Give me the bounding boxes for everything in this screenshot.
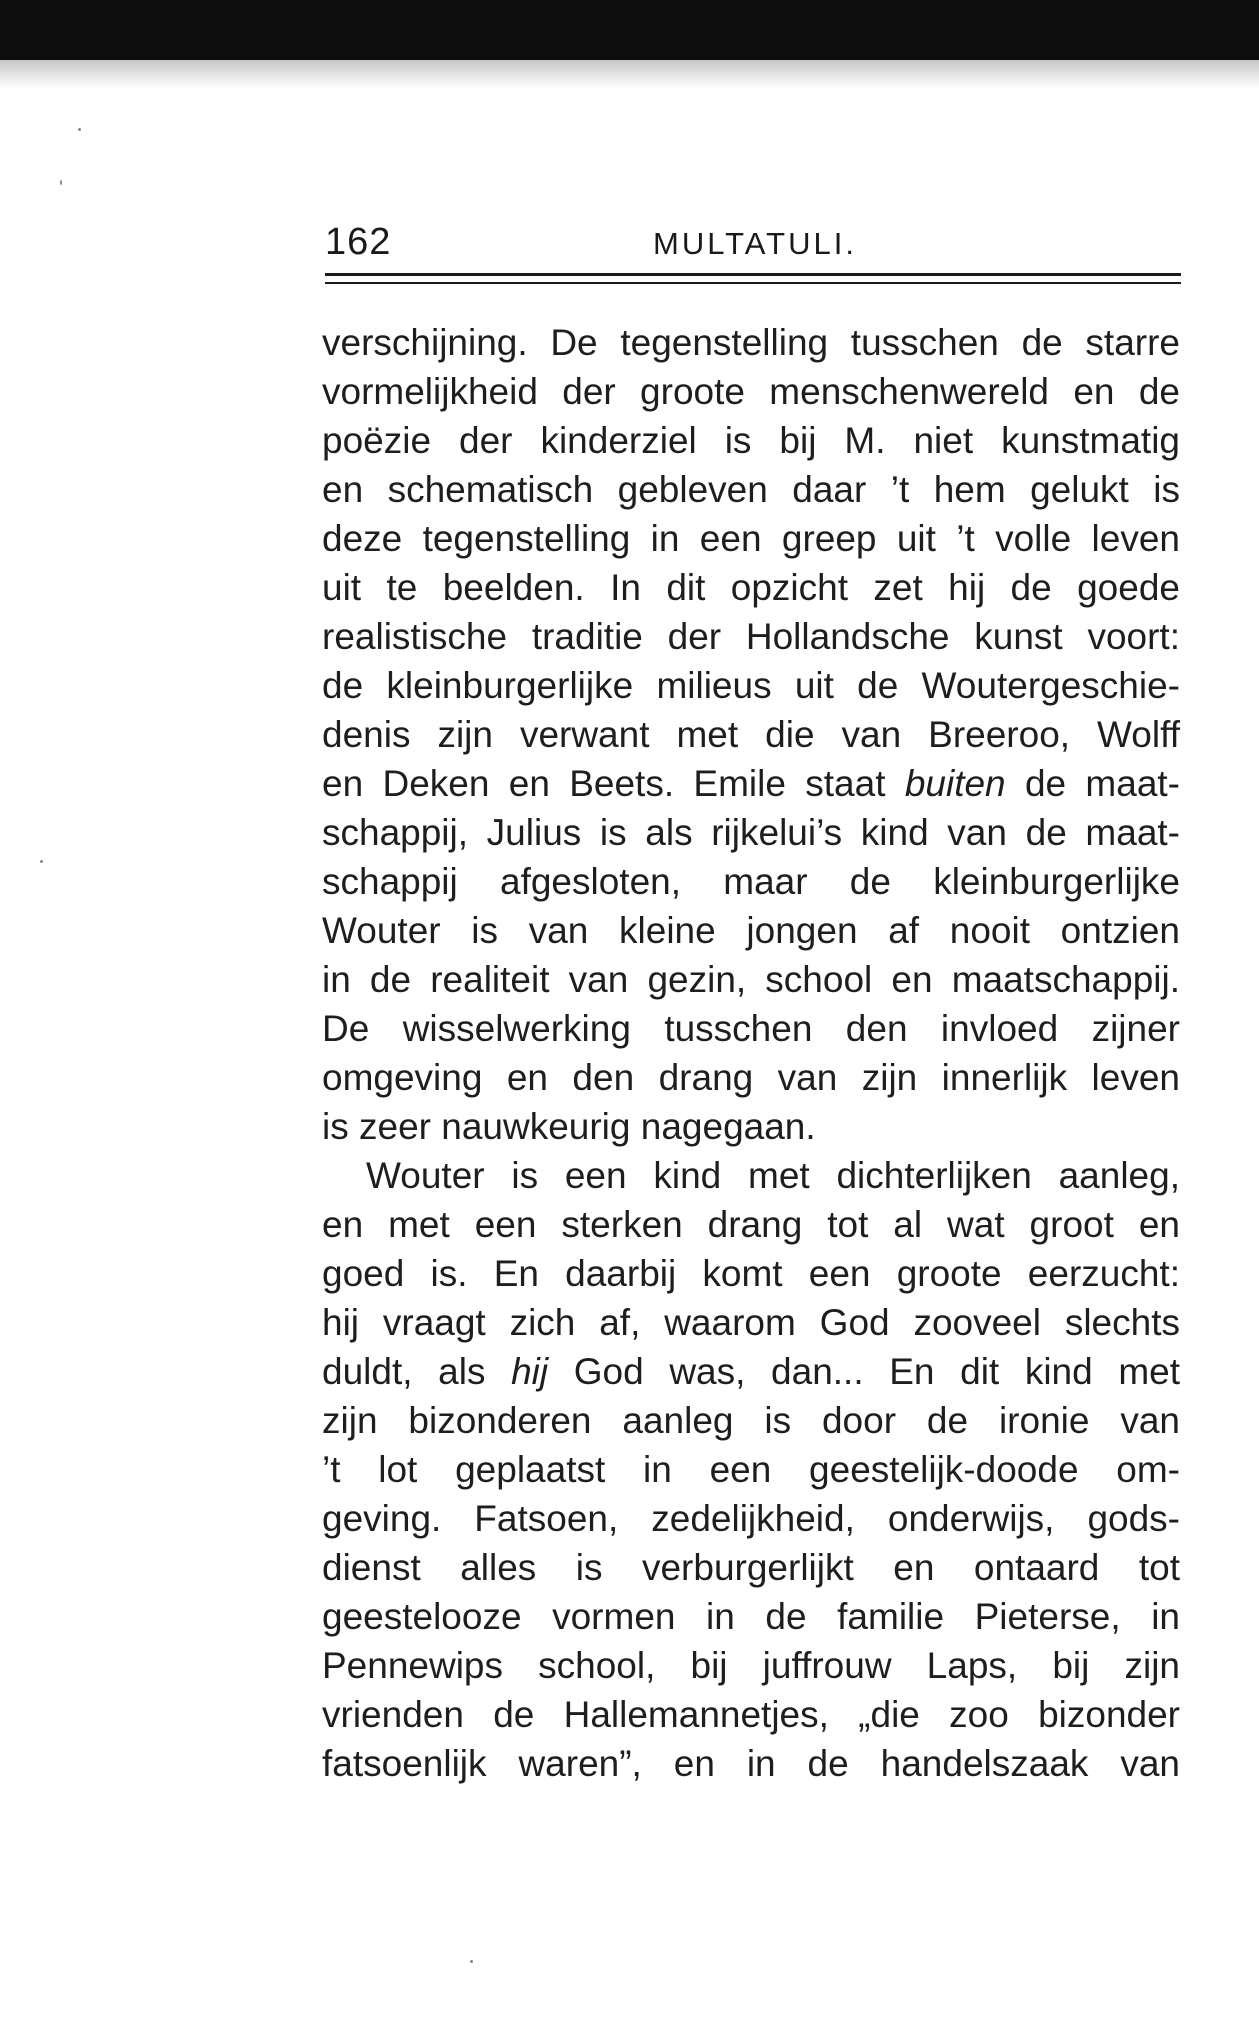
- text-line: deze tegenstelling in een greep uit ’t volle leven: [322, 518, 1180, 559]
- text-line: realistische traditie der Hollandsche kunst voort:: [322, 616, 1180, 657]
- scan-speck: [40, 860, 43, 863]
- text-line: denis zijn verwant met die van Breeroo, Wolff: [322, 714, 1180, 755]
- header-rule-top: [325, 273, 1181, 276]
- scan-shadow: [0, 60, 1259, 88]
- scan-speck: [78, 128, 81, 131]
- text-line: Wouter is van kleine jongen af nooit ontzien: [322, 910, 1180, 951]
- text-line: fatsoenlijk waren”, en in de handelszaak van: [322, 1743, 1180, 1784]
- text-line: Wouter is een kind met dichterlijken aanleg,: [366, 1155, 1180, 1196]
- text-line: vormelijkheid der groote menschenwereld en de: [322, 371, 1180, 412]
- text-line: in de realiteit van gezin, school en maatschappij.: [322, 959, 1180, 1000]
- text-line: geestelooze vormen in de familie Pieterse, in: [322, 1596, 1180, 1637]
- text-line: hij vraagt zich af, waarom God zooveel slechts: [322, 1302, 1180, 1343]
- body-text: [322, 318, 1180, 1788]
- text-line: vrienden de Hallemannetjes, „die zoo bizonder: [322, 1694, 1180, 1735]
- scan-speck: [60, 180, 62, 185]
- header-rule-bottom: [325, 282, 1181, 284]
- running-head: MULTATULI.: [653, 226, 857, 261]
- text-segment: de maat-: [1024, 763, 1181, 804]
- text-line: de kleinburgerlijke milieus uit de Woutergeschie-: [322, 665, 1180, 706]
- text-line: zijn bizonderen aanleg is door de ironie van: [322, 1400, 1180, 1441]
- text-line: dienst alles is verburgerlijkt en ontaard tot: [322, 1547, 1180, 1588]
- text-line: is zeer nauwkeurig nagegaan.: [322, 1106, 816, 1147]
- page-number: 162: [325, 221, 392, 263]
- text-line-mixed: [322, 1347, 1180, 1396]
- text-line: en met een sterken drang tot al wat groot en: [322, 1204, 1180, 1245]
- text-line: goed is. En daarbij komt een groote eerzucht:: [322, 1253, 1180, 1294]
- text-line: poëzie der kinderziel is bij M. niet kunstmatig: [322, 420, 1180, 461]
- text-line: en schematisch gebleven daar ’t hem gelukt is: [322, 469, 1180, 510]
- text-line: uit te beelden. In dit opzicht zet hij de goede: [322, 567, 1180, 608]
- text-line: schappij afgesloten, maar de kleinburgerlijke: [322, 861, 1180, 902]
- text-line: schappij, Julius is als rijkelui’s kind van de maat-: [322, 812, 1180, 853]
- paragraph: [322, 1151, 1180, 1788]
- text-segment: duldt, als: [322, 1351, 486, 1392]
- text-line: Pennewips school, bij juffrouw Laps, bij zijn: [322, 1645, 1180, 1686]
- text-segment: God was, dan... En dit kind met: [573, 1351, 1181, 1392]
- text-line: ’t lot geplaatst in een geestelijk-doode om-: [322, 1449, 1180, 1490]
- text-line: verschijning. De tegenstelling tusschen de starre: [322, 322, 1180, 363]
- italic-word: hij: [511, 1351, 549, 1392]
- text-line: geving. Fatsoen, zedelijkheid, onderwijs, gods-: [322, 1498, 1180, 1539]
- italic-word: buiten: [904, 763, 1006, 804]
- text-line-mixed: [322, 759, 1180, 808]
- text-line: omgeving en den drang van zijn innerlijk leven: [322, 1057, 1180, 1098]
- text-segment: en Deken en Beets. Emile staat: [322, 763, 886, 804]
- paragraph: [322, 318, 1180, 1151]
- scan-speck: [470, 1960, 473, 1963]
- page-header: [325, 212, 1181, 272]
- text-line: De wisselwerking tusschen den invloed zijner: [322, 1008, 1180, 1049]
- scan-top-border: [0, 0, 1259, 60]
